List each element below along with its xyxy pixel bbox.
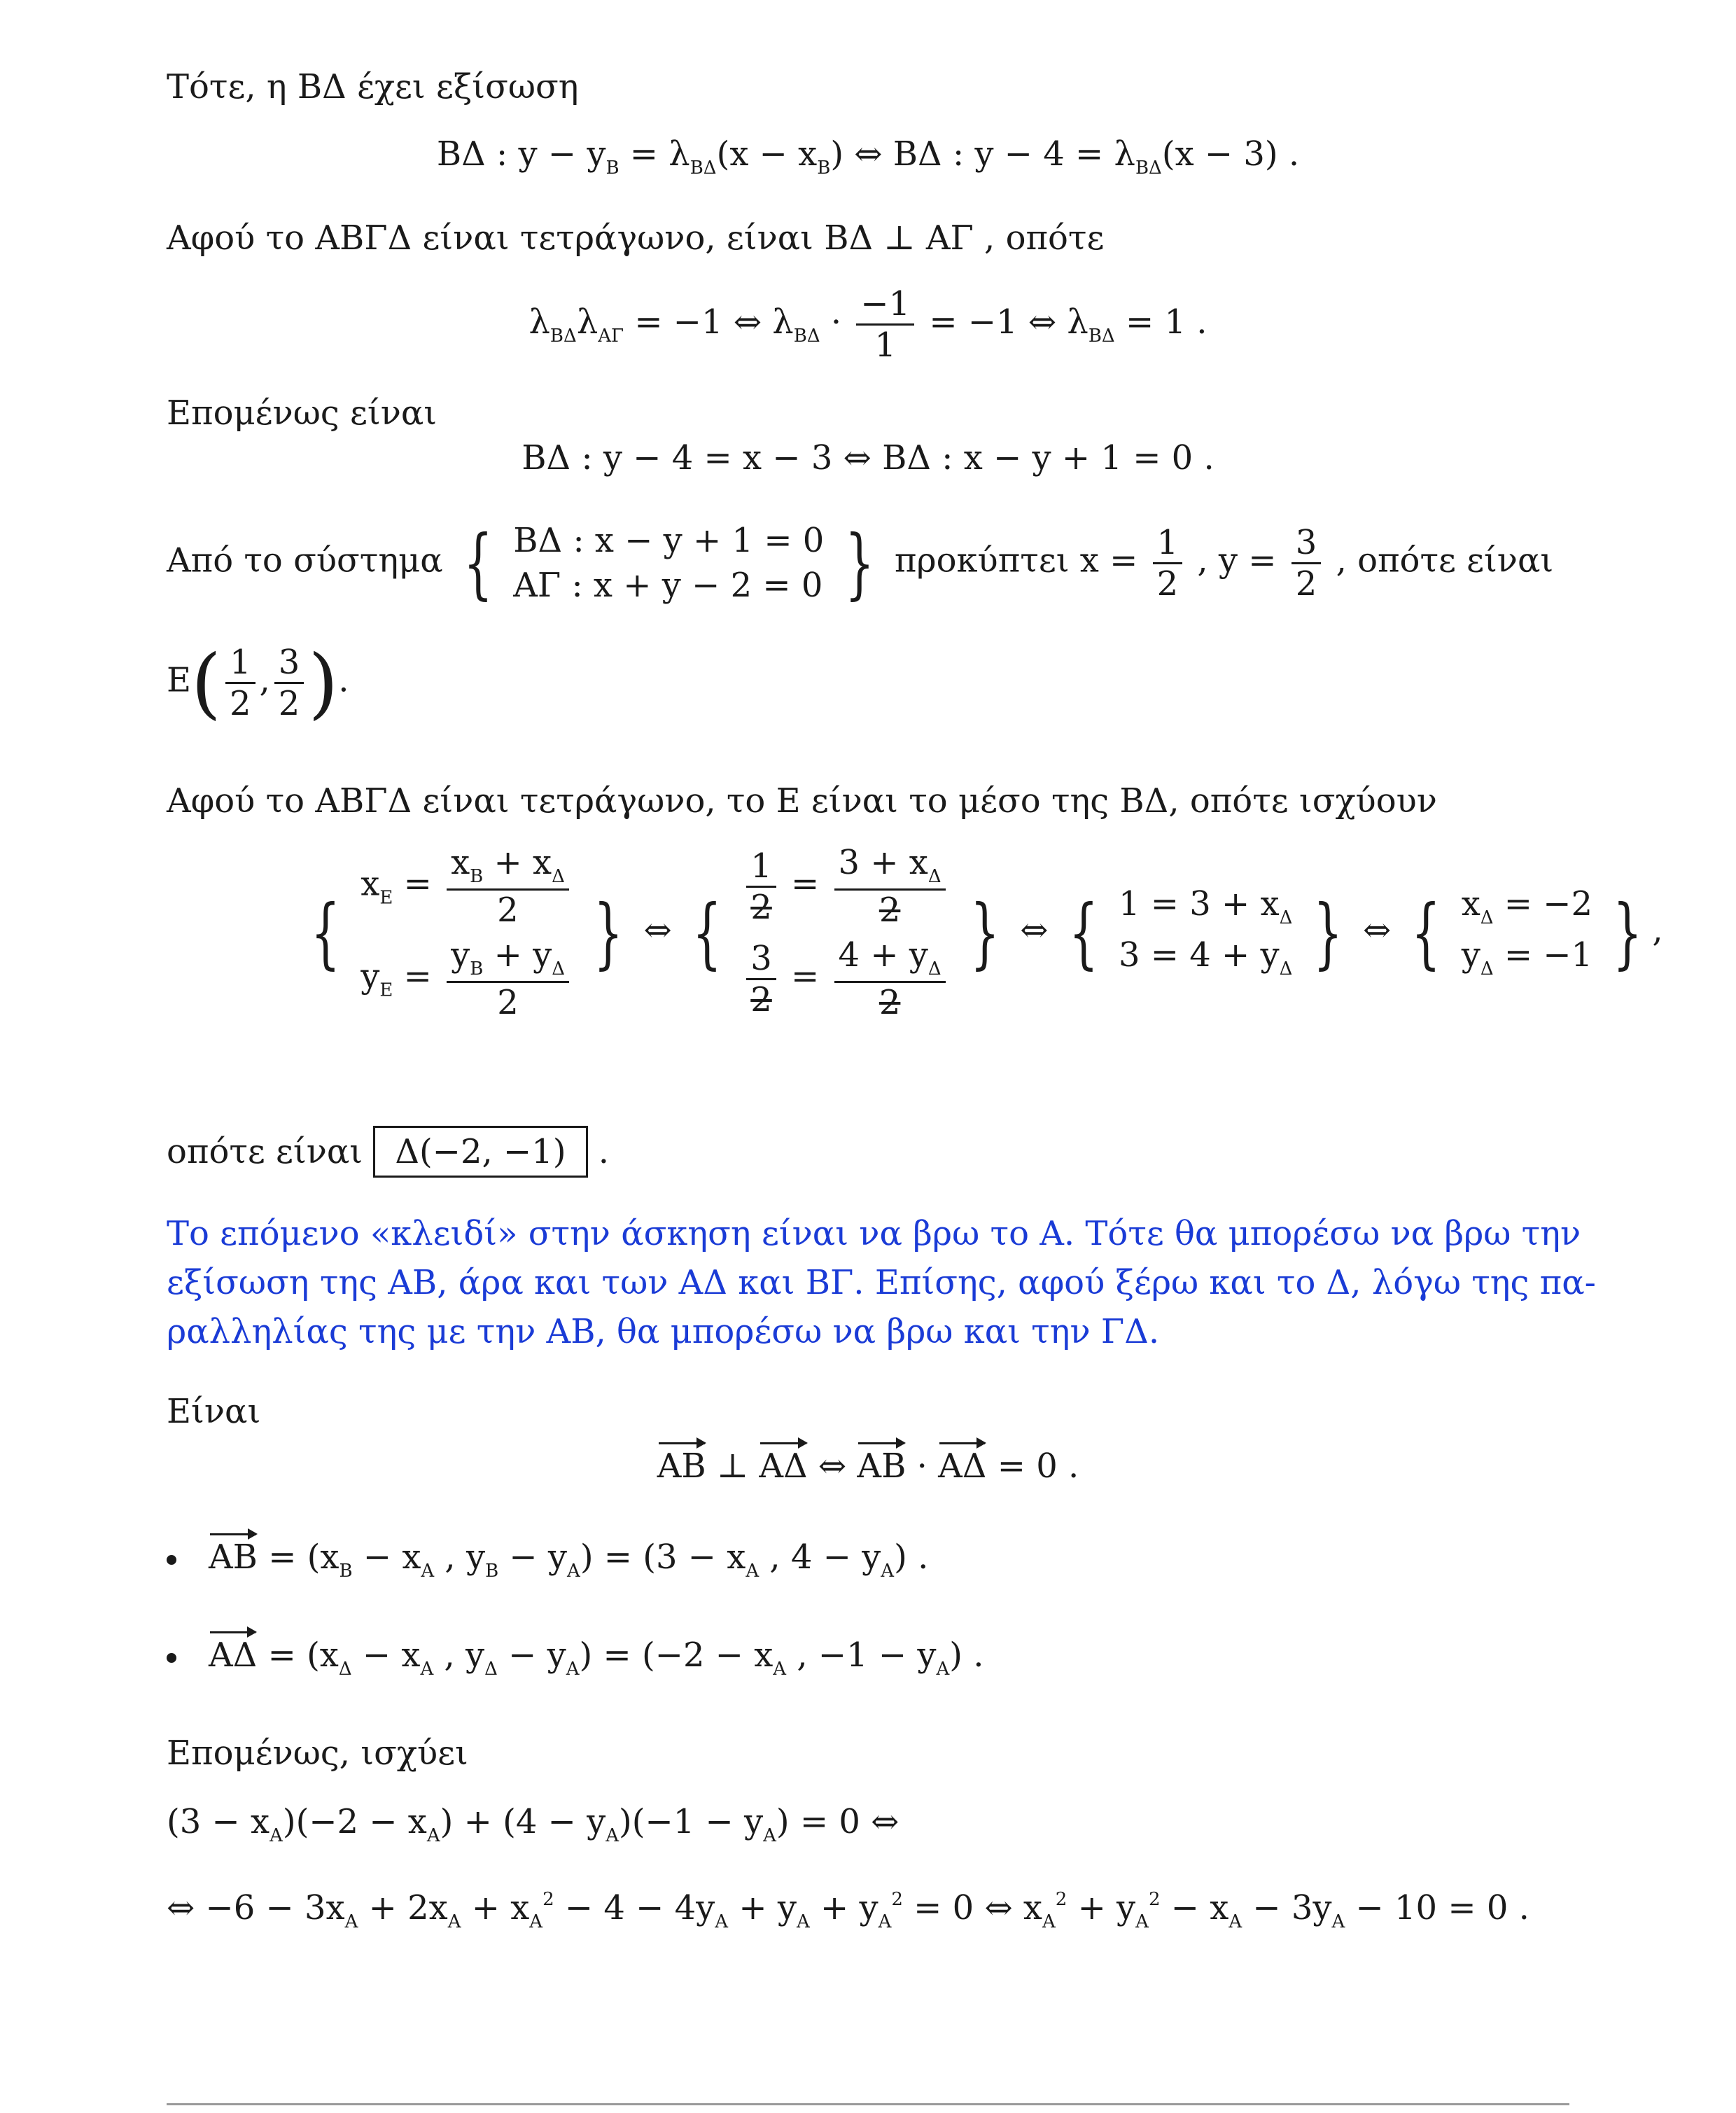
bullet-icon — [167, 1653, 176, 1663]
equation-bd-final: ΒΔ : y − 4 = x − 3 ⇔ ΒΔ : x − y + 1 = 0 . — [522, 438, 1214, 477]
footer-rule — [167, 2103, 1569, 2105]
system-row-1: ΒΔ : x − y + 1 = 0 — [513, 521, 825, 560]
system-suffix: , οπότε είναι — [1336, 541, 1554, 580]
text-line-1: Τότε, η ΒΔ έχει εξίσωση — [167, 67, 579, 106]
text-line-3: Επομένως είναι — [167, 393, 438, 433]
boxed-result-line: οπότε είναι Δ(−2, −1) . — [167, 1126, 609, 1178]
midpoint-system: { $x_E$ = $\frac{x_B + x_\Delta}{2}$ $y_E$ = $\frac{y_B + y_\Delta}{2}$ } ⇔ { $\frac{1}{2}$ = $\frac{3 + x_\Delta}{2}$ $\frac{3}{2}$ = $\frac{4 + y_\Delta}{2}$ } ⇔ { $1 = 3 + x_\Delta$ $3 = 4 + y_\Delta$ } ⇔ { $x_\Delta = -2$ $y_\Delta = -1$ } , — [311, 843, 1663, 1022]
point-e: Ε( $\frac{1}{2}$ , $\frac{3}{2}$ ). — [167, 638, 349, 727]
system-line: Από το σύστημα { ΒΔ : x − y + 1 = 0 ΑΓ : x + y − 2 = 0 } προκύπτει x = $\frac{1}{2}$ , y = $\frac{3}{2}$ , οπότε είναι — [167, 518, 1554, 608]
boxed-result: Δ(−2, −1) — [373, 1126, 587, 1178]
system-y: , y = — [1197, 541, 1277, 580]
blue-para-line-2: εξίσωση της ΑΒ, άρα και των ΑΔ και ΒΓ. Επίσης, αφού ξέρω και το Δ, λόγω της πα- — [167, 1263, 1596, 1302]
system-mid: προκύπτει x = — [894, 541, 1138, 580]
equation-vectors: AB ⊥ AΔ ⇔ AB · AΔ = 0 . — [657, 1446, 1079, 1486]
system-rows — [513, 518, 824, 608]
blue-para-line-3: ραλληλίας της με την ΑΒ, θα μπορέσω να βρω και την ΓΔ. — [167, 1312, 1160, 1351]
equation-expanded: ⇔ $-6 - 3x_A + 2x_A + x_A^2 - 4 - 4y_A + y_A + y_A^2 = 0$ ⇔ $x_A^2 + y_A^2 - x_A - 3y_A - 10 = 0$ . — [167, 1888, 1530, 1932]
equation-bd-line: ΒΔ : $y - y_B = \lambda_{B\Delta}(x - x_B)$ ⇔ ΒΔ : $y - 4 = \lambda_{B\Delta}(x - 3)$ . — [436, 134, 1300, 179]
text-line-7: Είναι — [167, 1392, 261, 1431]
text-line-2: Αφού το ΑΒΓΔ είναι τετράγωνο, είναι ΒΔ ⊥ ΑΓ , οπότε — [167, 218, 1105, 258]
text-line-5: Αφού το ΑΒΓΔ είναι τετράγωνο, το Ε είναι το μέσο της ΒΔ, οπότε ισχύουν — [167, 781, 1437, 821]
blue-para-line-1: Το επόμενο «κλειδί» στην άσκηση είναι να βρω το Α. Τότε θα μπορέσω να βρω την — [167, 1214, 1581, 1253]
equation-product: $(3 - x_A)(-2 - x_A) + (4 - y_A)(-1 - y_A) = 0$ ⇔ — [167, 1802, 899, 1846]
text-line-8: Επομένως, ισχύει — [167, 1734, 468, 1773]
system-prefix: Από το σύστημα — [167, 541, 443, 580]
bullet-ab: AB = ($x_B - x_A$ , $y_B - y_A) = (3 - x_A$ , $4 - y_A$) . — [167, 1540, 928, 1580]
bullet-icon — [167, 1555, 176, 1565]
equation-slope: $\lambda_{B\Delta}\lambda_{A\Gamma} = -1$ ⇔ $\lambda_{B\Delta}$ · $\frac{-1}{1}$ = −1 ⇔ $\lambda_{B\Delta} = 1$ . — [528, 284, 1208, 365]
bullet-ad: $A\Delta = (x_\Delta - x_A$ , $y_\Delta - y_A) = (-2 - x_A$ , $-1 - y_A$) . — [167, 1638, 984, 1678]
system-row-2: ΑΓ : x + y − 2 = 0 — [513, 566, 823, 605]
